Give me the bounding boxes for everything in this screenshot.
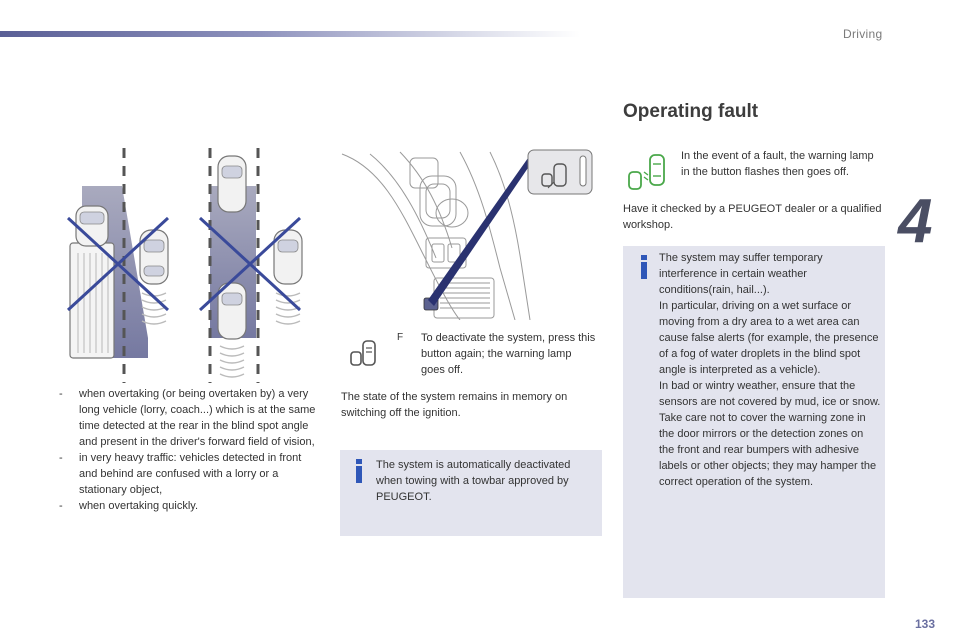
blind-spot-warning-icon	[626, 152, 670, 192]
chapter-number: 4	[898, 187, 933, 256]
scenario-lorry	[68, 148, 168, 383]
blind-spot-button-icon	[348, 338, 380, 370]
information-icon	[637, 255, 651, 279]
blind-spot-scenarios-illustration	[60, 148, 322, 383]
memory-text: The state of the system remains in memory on switching off the ignition.	[341, 391, 568, 419]
deactivate-instruction: F To deactivate the system, press this button again; the warning lamp goes off.	[397, 332, 596, 376]
list-item: - in very heavy traffic: vehicles detected in front and behind are confused with a lorry or a stationary object,	[59, 452, 302, 496]
weather-info-text: The system may suffer temporary interference in certain weather conditions(rain, hail...). In particular, driving on a wet surface or moving from a dry area to a wet area can cause false alerts (for example, the presence of a fog of water droplets in the blind spot angle is interpreted as a vehicle). In bad or wintry weather, ensure that the sensors are not covered by mud, ice or snow. Take care not to cover the warning zone in the door mirrors or the detection zones on the front and rear bumpers with adhesive labels or other objects; they may hamper the correct operation of the system.	[659, 252, 881, 488]
list-item: - when overtaking quickly.	[59, 500, 199, 512]
centre-console-illustration	[340, 148, 602, 320]
towing-info-text: The system is automatically deactivated when towing with a towbar approved by PEUGEOT.	[376, 459, 571, 503]
limitations-list	[59, 386, 321, 514]
fault-text: In the event of a fault, the warning lamp in the button flashes then goes off.	[681, 150, 874, 178]
weather-info-box	[623, 246, 885, 598]
check-text: Have it checked by a PEUGEOT dealer or a qualified workshop.	[623, 203, 882, 231]
page-number: 133	[915, 617, 936, 631]
operating-fault-title: Operating fault	[623, 101, 759, 122]
header-gradient-bar	[0, 31, 580, 37]
section-title: Driving	[843, 27, 883, 41]
information-icon	[352, 459, 366, 483]
scenario-heavy-traffic	[200, 148, 302, 383]
towing-info-box	[340, 450, 602, 536]
list-item: - when overtaking (or being overtaken by) a very long vehicle (lorry, coach...) which is at the same time detected at the rear in the blind spot angle and present in the driver's forward field of vision,	[59, 388, 316, 448]
